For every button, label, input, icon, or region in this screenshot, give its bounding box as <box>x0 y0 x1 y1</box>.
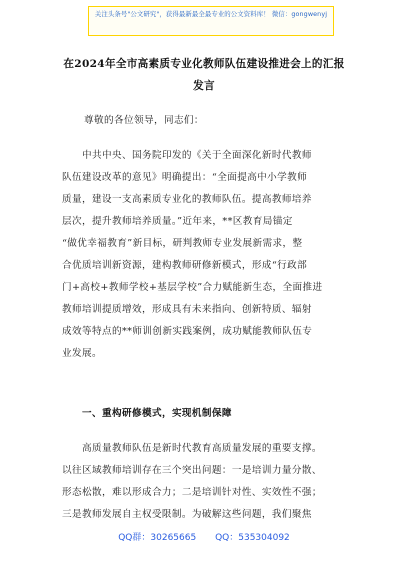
paragraph-1-line: 教师培训提质增效，形成具有未来指向、创新特质、辐射 <box>62 304 312 315</box>
paragraph-1-line: 合优质培训新资源，建构教师研修新模式，形成“行政部 <box>62 260 308 271</box>
paragraph-1-line: 质量，建设一支高素质专业化的教师队伍。提高教师培养 <box>62 194 312 205</box>
paragraph-1-line: “做优幸福教育”新目标，研判教师专业发展新需求，整 <box>62 238 303 249</box>
paragraph-2-line: 形态松散，难以形成合力；二是培训针对性、实效性不强； <box>62 487 322 498</box>
footer-qq-group: QQ群：30265665 <box>118 533 197 543</box>
paragraph-2 <box>62 438 354 526</box>
paragraph-1-line: 业发展。 <box>62 348 102 359</box>
salutation-text: 尊敬的各位领导，同志们： <box>84 115 204 126</box>
promo-banner-text: 关注头条号"公文研究"，获得最新最全最专业的公文资料库！ 微信：gongwenyj <box>94 10 328 18</box>
footer-qq-number: QQ：535304092 <box>215 533 290 543</box>
paragraph-1-line: 门+高校+教师学校+基层学校”合力赋能新生态，全面推进 <box>62 282 323 293</box>
paragraph-2-line: 以往区域教师培训存在三个突出问题：一是培训力量分散、 <box>62 465 322 476</box>
paragraph-2-line: 高质量教师队伍是新时代教育高质量发展的重要支撑。 <box>82 443 322 454</box>
salutation <box>84 110 376 132</box>
footer-contact <box>0 530 408 543</box>
section-heading-1: 一、重构研修模式，实现机制保障 <box>82 408 232 419</box>
document-title-line-2: 发言 <box>193 80 215 92</box>
promo-banner <box>88 6 334 36</box>
paragraph-2-line: 三是教师发展自主权受限制。为破解这些问题，我们聚焦 <box>62 509 312 520</box>
document-title-line-1: 在2024年全市高素质专业化教师队伍建设推进会上的汇报 <box>63 58 345 70</box>
paragraph-1-line: 成效等特点的**师训创新实践案例，成功赋能教师队伍专 <box>62 326 313 337</box>
paragraph-1-line: 队伍建设改革的意见》明确提出：“全面提高中小学教师 <box>62 172 308 183</box>
paragraph-1 <box>62 145 354 365</box>
paragraph-1-line: 中共中央、国务院印发的《关于全面深化新时代教师 <box>82 150 312 161</box>
paragraph-1-line: 层次，提升教师培养质量。”近年来，**区教育局锚定 <box>62 216 293 227</box>
